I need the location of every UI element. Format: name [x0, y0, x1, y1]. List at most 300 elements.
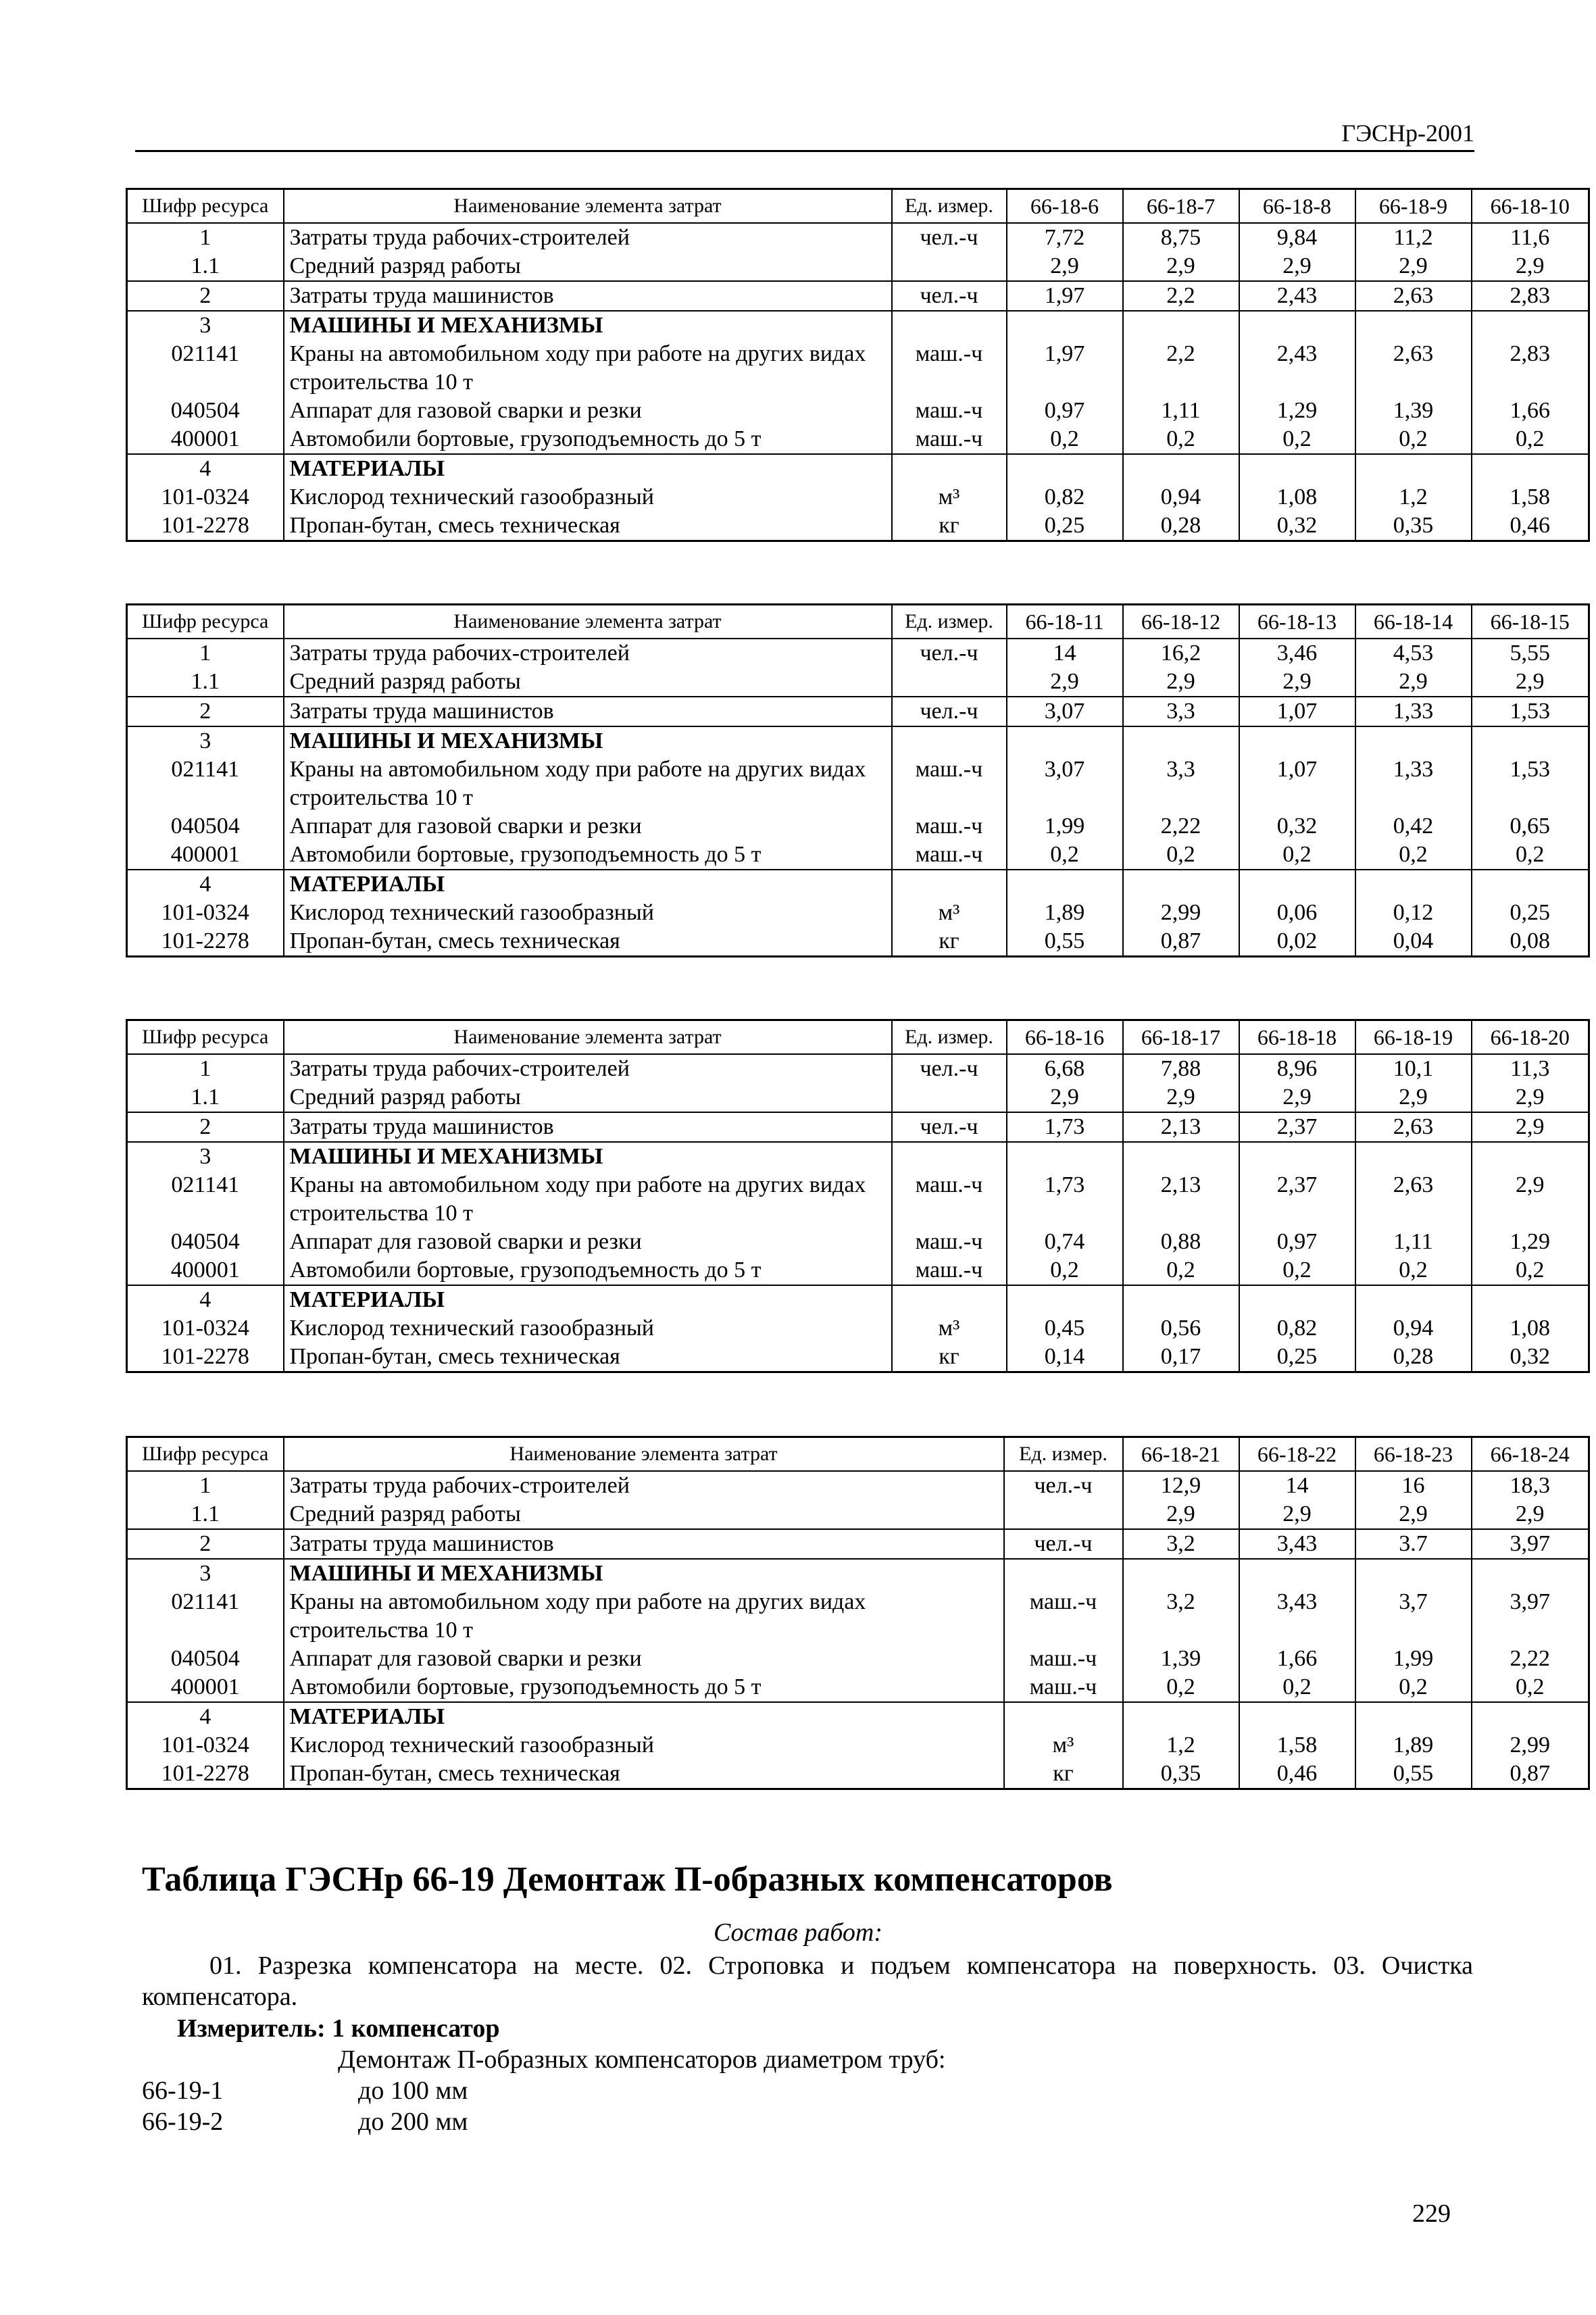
resource-code: 2 [127, 1112, 284, 1142]
norm-value: 3,07 [1007, 697, 1123, 726]
work-composition-text: 01. Разрезка компенсатора на месте. 02. Строповка и подъем компенсатора на поверхность. 03. Очистка компенсатора. [142, 1951, 1473, 2011]
norm-value: 2,9 [1239, 252, 1355, 281]
norm-value: 1,53 [1472, 755, 1589, 812]
table-row [127, 1559, 1589, 1588]
unit-of-measure: м³ [892, 899, 1007, 927]
norm-value: 2,9 [1472, 1112, 1589, 1142]
cost-element-name: Средний разряд работы [284, 252, 892, 281]
norm-value: 8,75 [1123, 223, 1239, 252]
norm-value: 0,74 [1007, 1228, 1123, 1256]
norm-value [1239, 454, 1355, 483]
cost-element-name: Автомобили бортовые, грузоподъемность до 5 т [284, 425, 892, 454]
norm-value: 2,99 [1123, 899, 1239, 927]
norm-value: 2,9 [1355, 668, 1472, 697]
unit-of-measure: чел.-ч [892, 639, 1007, 668]
norm-value [1355, 1702, 1472, 1731]
table-row [127, 1054, 1589, 1083]
unit-of-measure [892, 726, 1007, 755]
table-row [127, 1171, 1589, 1228]
norm-value [1239, 726, 1355, 755]
norm-value [1007, 726, 1123, 755]
resource-code: 4 [127, 870, 284, 899]
resource-code: 021141 [127, 1588, 284, 1645]
norm-value: 1,39 [1355, 397, 1472, 425]
norm-value: 1,29 [1472, 1228, 1589, 1256]
column-header: 66-18-23 [1355, 1437, 1472, 1472]
table-row [127, 1588, 1589, 1645]
norm-value: 1,08 [1239, 483, 1355, 512]
dismantling-title: Демонтаж П-образных компенсаторов диаметром труб: [338, 2045, 946, 2074]
cost-element-name: Пропан-бутан, смесь техническая [284, 1343, 892, 1372]
resource-table [126, 188, 1590, 542]
unit-of-measure [892, 668, 1007, 697]
resource-code: 2 [127, 1529, 284, 1559]
table-row [127, 1702, 1589, 1731]
norm-value: 3,97 [1472, 1588, 1589, 1645]
norm-value [1123, 1559, 1239, 1588]
cost-element-name: Аппарат для газовой сварки и резки [284, 1228, 892, 1256]
cost-element-name: МАТЕРИАЛЫ [284, 1702, 1004, 1731]
table-header-row [127, 1437, 1589, 1472]
table-row [127, 870, 1589, 899]
norm-value: 3,3 [1123, 755, 1239, 812]
unit-of-measure: кг [892, 512, 1007, 541]
resource-code: 1 [127, 1471, 284, 1500]
norm-value: 0,2 [1007, 425, 1123, 454]
table-row [127, 1760, 1589, 1789]
norm-value: 0,28 [1123, 512, 1239, 541]
table-row [127, 841, 1589, 870]
cost-element-name: Автомобили бортовые, грузоподъемность до 5 т [284, 1673, 1004, 1702]
norm-value: 2,9 [1007, 668, 1123, 697]
norm-value: 2,9 [1123, 252, 1239, 281]
norm-value [1007, 870, 1123, 899]
norm-value: 3,43 [1239, 1529, 1355, 1559]
cost-element-name: Затраты труда рабочих-строителей [284, 1471, 1004, 1500]
norm-value: 2,9 [1123, 1500, 1239, 1529]
norm-value: 2,9 [1007, 1083, 1123, 1112]
table-row [127, 1314, 1589, 1343]
norm-value: 0,32 [1472, 1343, 1589, 1372]
norm-value: 0,02 [1239, 927, 1355, 957]
unit-of-measure: чел.-ч [892, 281, 1007, 311]
table-row [127, 252, 1589, 281]
norm-value [1239, 1142, 1355, 1171]
resource-code: 400001 [127, 841, 284, 870]
measure-unit: Измеритель: 1 компенсатор [177, 2014, 500, 2043]
norm-value: 2,13 [1123, 1112, 1239, 1142]
norm-value: 3,07 [1007, 755, 1123, 812]
norm-value: 0,65 [1472, 812, 1589, 841]
cost-element-name: Аппарат для газовой сварки и резки [284, 812, 892, 841]
unit-of-measure: м³ [1004, 1731, 1123, 1760]
norm-value: 0,2 [1007, 841, 1123, 870]
norm-value: 11,2 [1355, 223, 1472, 252]
unit-of-measure [892, 1083, 1007, 1112]
norm-value: 1,33 [1355, 697, 1472, 726]
cost-element-name: Средний разряд работы [284, 668, 892, 697]
cost-element-name: МАТЕРИАЛЫ [284, 870, 892, 899]
norm-value: 2,9 [1355, 1500, 1472, 1529]
norm-value [1239, 1559, 1355, 1588]
norm-value: 1,2 [1123, 1731, 1239, 1760]
column-header: 66-18-24 [1472, 1437, 1589, 1472]
work-composition-heading: Состав работ: [713, 1918, 883, 1947]
norm-value [1355, 454, 1472, 483]
norm-value: 0,2 [1239, 1673, 1355, 1702]
norm-value: 2,63 [1355, 340, 1472, 397]
resource-code: 3 [127, 1559, 284, 1588]
unit-of-measure: чел.-ч [892, 1112, 1007, 1142]
norm-value: 2,9 [1472, 668, 1589, 697]
norm-value: 0,2 [1123, 1673, 1239, 1702]
table-row [127, 1471, 1589, 1500]
norm-value: 0,2 [1472, 841, 1589, 870]
norm-value: 2,13 [1123, 1171, 1239, 1228]
norm-value: 1,97 [1007, 340, 1123, 397]
norm-value: 3.7 [1355, 1529, 1472, 1559]
resource-code: 101-2278 [127, 1343, 284, 1372]
norm-value [1239, 311, 1355, 340]
unit-of-measure: чел.-ч [1004, 1529, 1123, 1559]
norm-value: 1,58 [1239, 1731, 1355, 1760]
resource-code: 1.1 [127, 1083, 284, 1112]
norm-value: 1,29 [1239, 397, 1355, 425]
norm-value: 1,99 [1007, 812, 1123, 841]
norm-value: 0,2 [1472, 425, 1589, 454]
norm-value: 2,63 [1355, 281, 1472, 311]
norm-value: 3,2 [1123, 1529, 1239, 1559]
column-header: 66-18-13 [1239, 605, 1355, 639]
cost-element-name: МАШИНЫ И МЕХАНИЗМЫ [284, 1559, 1004, 1588]
column-header: 66-18-16 [1007, 1020, 1123, 1055]
norm-value: 0,46 [1472, 512, 1589, 541]
norm-value: 1,73 [1007, 1112, 1123, 1142]
norm-value: 3,2 [1123, 1588, 1239, 1645]
table-row [127, 697, 1589, 726]
norm-value: 0,2 [1355, 1673, 1472, 1702]
resource-code: 1.1 [127, 1500, 284, 1529]
resource-code: 021141 [127, 340, 284, 397]
norm-value: 2,63 [1355, 1112, 1472, 1142]
unit-of-measure [892, 311, 1007, 340]
norm-value [1007, 1142, 1123, 1171]
norm-value [1472, 726, 1589, 755]
norm-value: 7,72 [1007, 223, 1123, 252]
resource-table [126, 1019, 1590, 1373]
norm-value [1472, 1285, 1589, 1314]
cost-element-name: Краны на автомобильном ходу при работе на других видах строительства 10 т [284, 340, 892, 397]
unit-of-measure: м³ [892, 1314, 1007, 1343]
norm-value: 0,2 [1123, 1256, 1239, 1285]
norm-value: 3,97 [1472, 1529, 1589, 1559]
table-row [127, 1645, 1589, 1673]
table-row [127, 899, 1589, 927]
column-header: 66-18-22 [1239, 1437, 1355, 1472]
resource-code: 3 [127, 1142, 284, 1171]
norm-value [1123, 1142, 1239, 1171]
norm-value: 18,3 [1472, 1471, 1589, 1500]
norm-value [1355, 311, 1472, 340]
norm-value: 0,97 [1239, 1228, 1355, 1256]
column-header: Шифр ресурса [127, 189, 284, 224]
resource-code: 1.1 [127, 252, 284, 281]
norm-value [1123, 454, 1239, 483]
norm-value: 0,87 [1472, 1760, 1589, 1789]
resource-code: 021141 [127, 755, 284, 812]
norm-value: 0,42 [1355, 812, 1472, 841]
norm-value [1472, 311, 1589, 340]
norm-value [1239, 1702, 1355, 1731]
norm-value: 2,9 [1472, 1500, 1589, 1529]
norm-item [142, 2076, 468, 2106]
norm-code: 66-19-1 [142, 2076, 224, 2105]
unit-of-measure: маш.-ч [1004, 1588, 1123, 1645]
table-row [127, 1112, 1589, 1142]
column-header: Шифр ресурса [127, 1020, 284, 1055]
norm-item [142, 2107, 468, 2137]
column-header: Шифр ресурса [127, 605, 284, 639]
norm-value [1472, 1559, 1589, 1588]
norm-value: 0,35 [1355, 512, 1472, 541]
resource-code: 101-2278 [127, 1760, 284, 1789]
column-header: 66-18-8 [1239, 189, 1355, 224]
norm-value: 2,43 [1239, 281, 1355, 311]
norm-value: 10,1 [1355, 1054, 1472, 1083]
norm-value: 1,89 [1007, 899, 1123, 927]
norm-value [1472, 1702, 1589, 1731]
norm-value: 0,25 [1007, 512, 1123, 541]
norm-value: 12,9 [1123, 1471, 1239, 1500]
unit-of-measure: кг [892, 1343, 1007, 1372]
column-header: 66-18-11 [1007, 605, 1123, 639]
norm-value: 0,08 [1472, 927, 1589, 957]
norm-value: 2,9 [1239, 668, 1355, 697]
norm-value: 11,3 [1472, 1054, 1589, 1083]
table-row [127, 223, 1589, 252]
norm-value: 2,9 [1239, 1083, 1355, 1112]
column-header: Ед. измер. [892, 189, 1007, 224]
cost-element-name: Аппарат для газовой сварки и резки [284, 1645, 1004, 1673]
unit-of-measure: маш.-ч [892, 1256, 1007, 1285]
norm-value [1355, 1142, 1472, 1171]
norm-value: 2,9 [1355, 1083, 1472, 1112]
norm-value [1239, 870, 1355, 899]
unit-of-measure: чел.-ч [892, 697, 1007, 726]
resource-code: 040504 [127, 397, 284, 425]
norm-value: 0,2 [1123, 841, 1239, 870]
norm-value: 0,2 [1007, 1256, 1123, 1285]
table-header-row [127, 1020, 1589, 1055]
norm-value: 2,9 [1472, 252, 1589, 281]
column-header: Ед. измер. [1004, 1437, 1123, 1472]
cost-element-name: Затраты труда машинистов [284, 1529, 1004, 1559]
norm-value: 2,9 [1123, 1083, 1239, 1112]
cost-element-name: Пропан-бутан, смесь техническая [284, 927, 892, 957]
norm-value: 0,35 [1123, 1760, 1239, 1789]
cost-element-name: Затраты труда рабочих-строителей [284, 639, 892, 668]
table-header-row [127, 605, 1589, 639]
cost-element-name: Аппарат для газовой сварки и резки [284, 397, 892, 425]
resource-code: 3 [127, 311, 284, 340]
norm-value: 1,11 [1355, 1228, 1472, 1256]
resource-code: 101-0324 [127, 1731, 284, 1760]
norm-value: 0,45 [1007, 1314, 1123, 1343]
column-header: 66-18-21 [1123, 1437, 1239, 1472]
unit-of-measure: чел.-ч [1004, 1471, 1123, 1500]
norm-value: 2,9 [1472, 1083, 1589, 1112]
norm-value: 4,53 [1355, 639, 1472, 668]
column-header: Ед. измер. [892, 1020, 1007, 1055]
table-row [127, 639, 1589, 668]
cost-element-name: Краны на автомобильном ходу при работе на других видах строительства 10 т [284, 1171, 892, 1228]
unit-of-measure [1004, 1702, 1123, 1731]
norm-value [1007, 311, 1123, 340]
unit-of-measure: маш.-ч [892, 425, 1007, 454]
table-row [127, 1142, 1589, 1171]
norm-value: 1,66 [1472, 397, 1589, 425]
norm-value: 1,39 [1123, 1645, 1239, 1673]
norm-value: 2,9 [1355, 252, 1472, 281]
norm-value: 0,06 [1239, 899, 1355, 927]
cost-element-name: Затраты труда машинистов [284, 1112, 892, 1142]
resource-code: 4 [127, 454, 284, 483]
norm-value: 2,83 [1472, 340, 1589, 397]
norm-value: 0,55 [1355, 1760, 1472, 1789]
unit-of-measure [892, 252, 1007, 281]
norm-value [1355, 1285, 1472, 1314]
resource-code: 1.1 [127, 668, 284, 697]
norm-value [1472, 870, 1589, 899]
resource-code: 4 [127, 1702, 284, 1731]
norm-value: 2,43 [1239, 340, 1355, 397]
norm-value: 2,22 [1123, 812, 1239, 841]
norm-value [1123, 726, 1239, 755]
document-code: ГЭСНр-2001 [1341, 120, 1474, 147]
norm-value: 1,07 [1239, 697, 1355, 726]
column-header: 66-18-9 [1355, 189, 1472, 224]
resource-code: 101-2278 [127, 512, 284, 541]
cost-element-name: МАТЕРИАЛЫ [284, 454, 892, 483]
table-row [127, 483, 1589, 512]
norm-value: 0,2 [1239, 1256, 1355, 1285]
table-header-row [127, 189, 1589, 224]
norm-value: 1,89 [1355, 1731, 1472, 1760]
norm-value: 0,25 [1239, 1343, 1355, 1372]
resource-code: 101-0324 [127, 899, 284, 927]
norm-value [1123, 1702, 1239, 1731]
norm-value: 0,94 [1355, 1314, 1472, 1343]
cost-element-name: Средний разряд работы [284, 1500, 1004, 1529]
table-row [127, 1731, 1589, 1760]
section-title: Таблица ГЭСНр 66-19 Демонтаж П-образных компенсаторов [142, 1860, 1113, 1899]
norm-value [1239, 1285, 1355, 1314]
norm-value: 2,83 [1472, 281, 1589, 311]
norm-value: 1,07 [1239, 755, 1355, 812]
unit-of-measure [892, 870, 1007, 899]
table-row [127, 1343, 1589, 1372]
cost-element-name: Затраты труда рабочих-строителей [284, 1054, 892, 1083]
table-row [127, 454, 1589, 483]
norm-value: 2,22 [1472, 1645, 1589, 1673]
cost-element-name: Затраты труда рабочих-строителей [284, 223, 892, 252]
norm-value [1123, 1285, 1239, 1314]
norm-value: 9,84 [1239, 223, 1355, 252]
unit-of-measure: маш.-ч [892, 340, 1007, 397]
cost-element-name: МАШИНЫ И МЕХАНИЗМЫ [284, 1142, 892, 1171]
norm-value: 3,46 [1239, 639, 1355, 668]
norm-value: 0,87 [1123, 927, 1239, 957]
table-row [127, 812, 1589, 841]
page-header [135, 115, 1474, 152]
norm-value: 0,94 [1123, 483, 1239, 512]
column-header: 66-18-19 [1355, 1020, 1472, 1055]
norm-value: 0,14 [1007, 1343, 1123, 1372]
unit-of-measure: маш.-ч [1004, 1673, 1123, 1702]
table-row [127, 1083, 1589, 1112]
norm-value: 6,68 [1007, 1054, 1123, 1083]
unit-of-measure: маш.-ч [1004, 1645, 1123, 1673]
norm-value: 1,11 [1123, 397, 1239, 425]
norm-value: 1,66 [1239, 1645, 1355, 1673]
resource-code: 400001 [127, 425, 284, 454]
resource-code: 400001 [127, 1256, 284, 1285]
cost-element-name: МАТЕРИАЛЫ [284, 1285, 892, 1314]
table-row [127, 1285, 1589, 1314]
resource-code: 101-0324 [127, 1314, 284, 1343]
column-header: 66-18-7 [1123, 189, 1239, 224]
unit-of-measure: маш.-ч [892, 1228, 1007, 1256]
column-header: 66-18-12 [1123, 605, 1239, 639]
table-row [127, 425, 1589, 454]
table-row [127, 1228, 1589, 1256]
resource-code: 2 [127, 281, 284, 311]
table-row [127, 1529, 1589, 1559]
norm-value: 0,2 [1355, 425, 1472, 454]
resource-code: 101-0324 [127, 483, 284, 512]
norm-value: 11,6 [1472, 223, 1589, 252]
column-header: Наименование элемента затрат [284, 189, 892, 224]
resource-code: 4 [127, 1285, 284, 1314]
unit-of-measure: маш.-ч [892, 755, 1007, 812]
norm-value: 1,97 [1007, 281, 1123, 311]
norm-value: 1,58 [1472, 483, 1589, 512]
norm-value: 5,55 [1472, 639, 1589, 668]
norm-value: 2,9 [1007, 252, 1123, 281]
page-number: 229 [1412, 2199, 1451, 2228]
norm-value [1355, 726, 1472, 755]
norm-value: 2,2 [1123, 281, 1239, 311]
resource-code: 040504 [127, 1645, 284, 1673]
norm-value [1123, 311, 1239, 340]
resource-code: 040504 [127, 812, 284, 841]
cost-element-name: Кислород технический газообразный [284, 483, 892, 512]
cost-element-name: Затраты труда машинистов [284, 697, 892, 726]
norm-value: 2,9 [1239, 1500, 1355, 1529]
norm-value: 0,2 [1239, 841, 1355, 870]
norm-value: 0,55 [1007, 927, 1123, 957]
resource-code: 1 [127, 223, 284, 252]
table-row [127, 281, 1589, 311]
unit-of-measure: маш.-ч [892, 841, 1007, 870]
column-header: 66-18-10 [1472, 189, 1589, 224]
unit-of-measure [892, 454, 1007, 483]
cost-element-name: Автомобили бортовые, грузоподъемность до 5 т [284, 1256, 892, 1285]
norm-value: 0,32 [1239, 812, 1355, 841]
norm-value: 0,82 [1239, 1314, 1355, 1343]
column-header: 66-18-17 [1123, 1020, 1239, 1055]
norm-value: 3,3 [1123, 697, 1239, 726]
